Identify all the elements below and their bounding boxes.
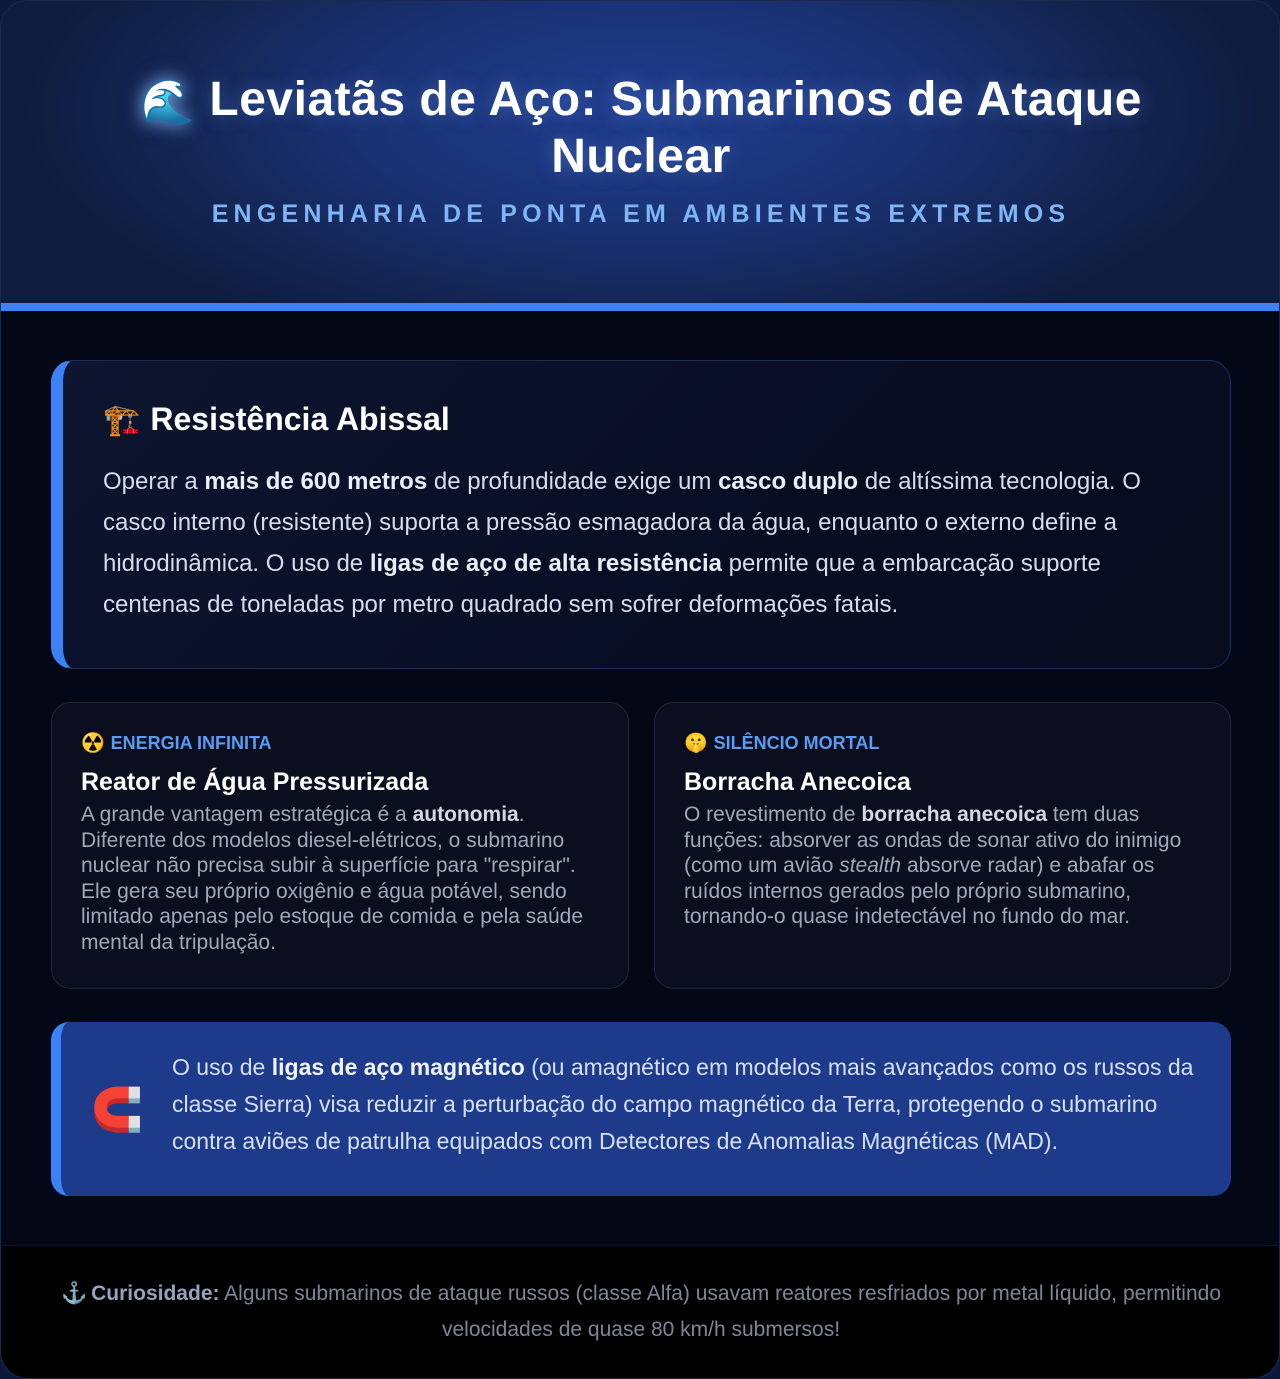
text-run: A grande vantagem estratégica é a	[81, 803, 413, 826]
card-title: Borracha Anecoica	[684, 768, 911, 796]
crane-icon: 🏗️	[103, 404, 141, 437]
highlight-magnetic-steel: ligas de aço magnético	[271, 1054, 525, 1080]
feature-title-text: Resistência Abissal	[150, 401, 450, 437]
text-run: de profundidade exige um	[427, 468, 719, 495]
footer-label: Curiosidade:	[91, 1282, 220, 1305]
page-title-text: Leviatãs de Aço: Submarinos de Ataque Nuclear	[209, 73, 1142, 183]
highlight-steel-alloys: ligas de aço de alta resistência	[369, 550, 722, 577]
highlight-double-hull: casco duplo	[718, 468, 859, 495]
feature-title	[103, 401, 450, 438]
shushing-face-icon: 🤫	[684, 733, 708, 754]
header-divider	[1, 303, 1280, 311]
card-energia-infinita	[51, 702, 629, 989]
highlight-depth: mais de 600 metros	[204, 468, 428, 495]
card-kicker-text: SILÊNCIO MORTAL	[713, 733, 880, 753]
text-run: de altíssima tecnologia. O casco interno (resistente) suporta a pressão esmagadora da água, enquanto o externo define a hidrodinâmica. O uso de	[103, 468, 1141, 577]
footer-text: Alguns submarinos de ataque russos (classe Alfa) usavam reatores resfriados por metal líquido, permitindo velocidades de quase 80 km/h submersos!	[219, 1282, 1221, 1341]
feature-paragraph	[103, 461, 1203, 625]
card-paragraph	[684, 802, 1202, 930]
text-run: Operar a	[103, 468, 205, 495]
page-subtitle: ENGENHARIA DE PONTA EM AMBIENTES EXTREMOS	[211, 200, 1071, 228]
highlight-autonomy: autonomia	[412, 803, 519, 826]
footer-curiosity	[51, 1276, 1231, 1348]
card-title: Reator de Água Pressurizada	[81, 768, 429, 796]
anchor-icon: ⚓	[60, 1282, 88, 1305]
hero-header	[1, 1, 1280, 303]
card-silencio-mortal	[654, 702, 1231, 989]
magnet-icon: 🧲	[91, 1086, 144, 1133]
text-run: permite que a embarcação suporte centenas de toneladas por metro quadrado sem sofrer deformações fatais.	[103, 550, 1101, 618]
feature-card-resistencia	[51, 360, 1231, 669]
wave-icon: 🌊	[140, 78, 196, 127]
magnetic-note	[51, 1022, 1231, 1196]
footer	[1, 1245, 1280, 1379]
text-run: (ou amagnético em modelos mais avançados como os russos da classe Sierra) visa reduzir a perturbação do campo magnético da Terra, protegendo o submarino contra aviões de patrulha equipados com Detectores de Anomalias Magnéticas (MAD).	[172, 1054, 1194, 1154]
highlight-anechoic-rubber: borracha anecoica	[861, 803, 1048, 826]
card-kicker-text: ENERGIA INFINITA	[110, 733, 272, 753]
text-run: O uso de	[172, 1054, 272, 1080]
emphasis-stealth: stealth	[839, 854, 902, 877]
card-paragraph	[81, 802, 600, 955]
text-run: tem duas funções: absorver as ondas de sonar ativo do inimigo (como um avião	[684, 803, 1182, 877]
card-kicker	[684, 731, 1202, 756]
text-run: . Diferente dos modelos diesel-elétricos, o submarino nuclear não precisa subir à superfície para "respirar". Ele gera seu próprio oxigênio e água potável, sendo limitado apenas pelo estoque de comida e pela saúde mental da tripulação.	[81, 803, 584, 954]
page-title	[101, 73, 1181, 184]
text-run: O revestimento de	[684, 803, 862, 826]
text-run: absorve radar) e abafar os ruídos internos gerados pelo próprio submarino, tornando-o quase indetectável no fundo do mar.	[684, 854, 1155, 928]
note-paragraph	[172, 1049, 1212, 1160]
card-kicker	[81, 731, 600, 756]
radioactive-icon: ☢️	[81, 733, 105, 754]
